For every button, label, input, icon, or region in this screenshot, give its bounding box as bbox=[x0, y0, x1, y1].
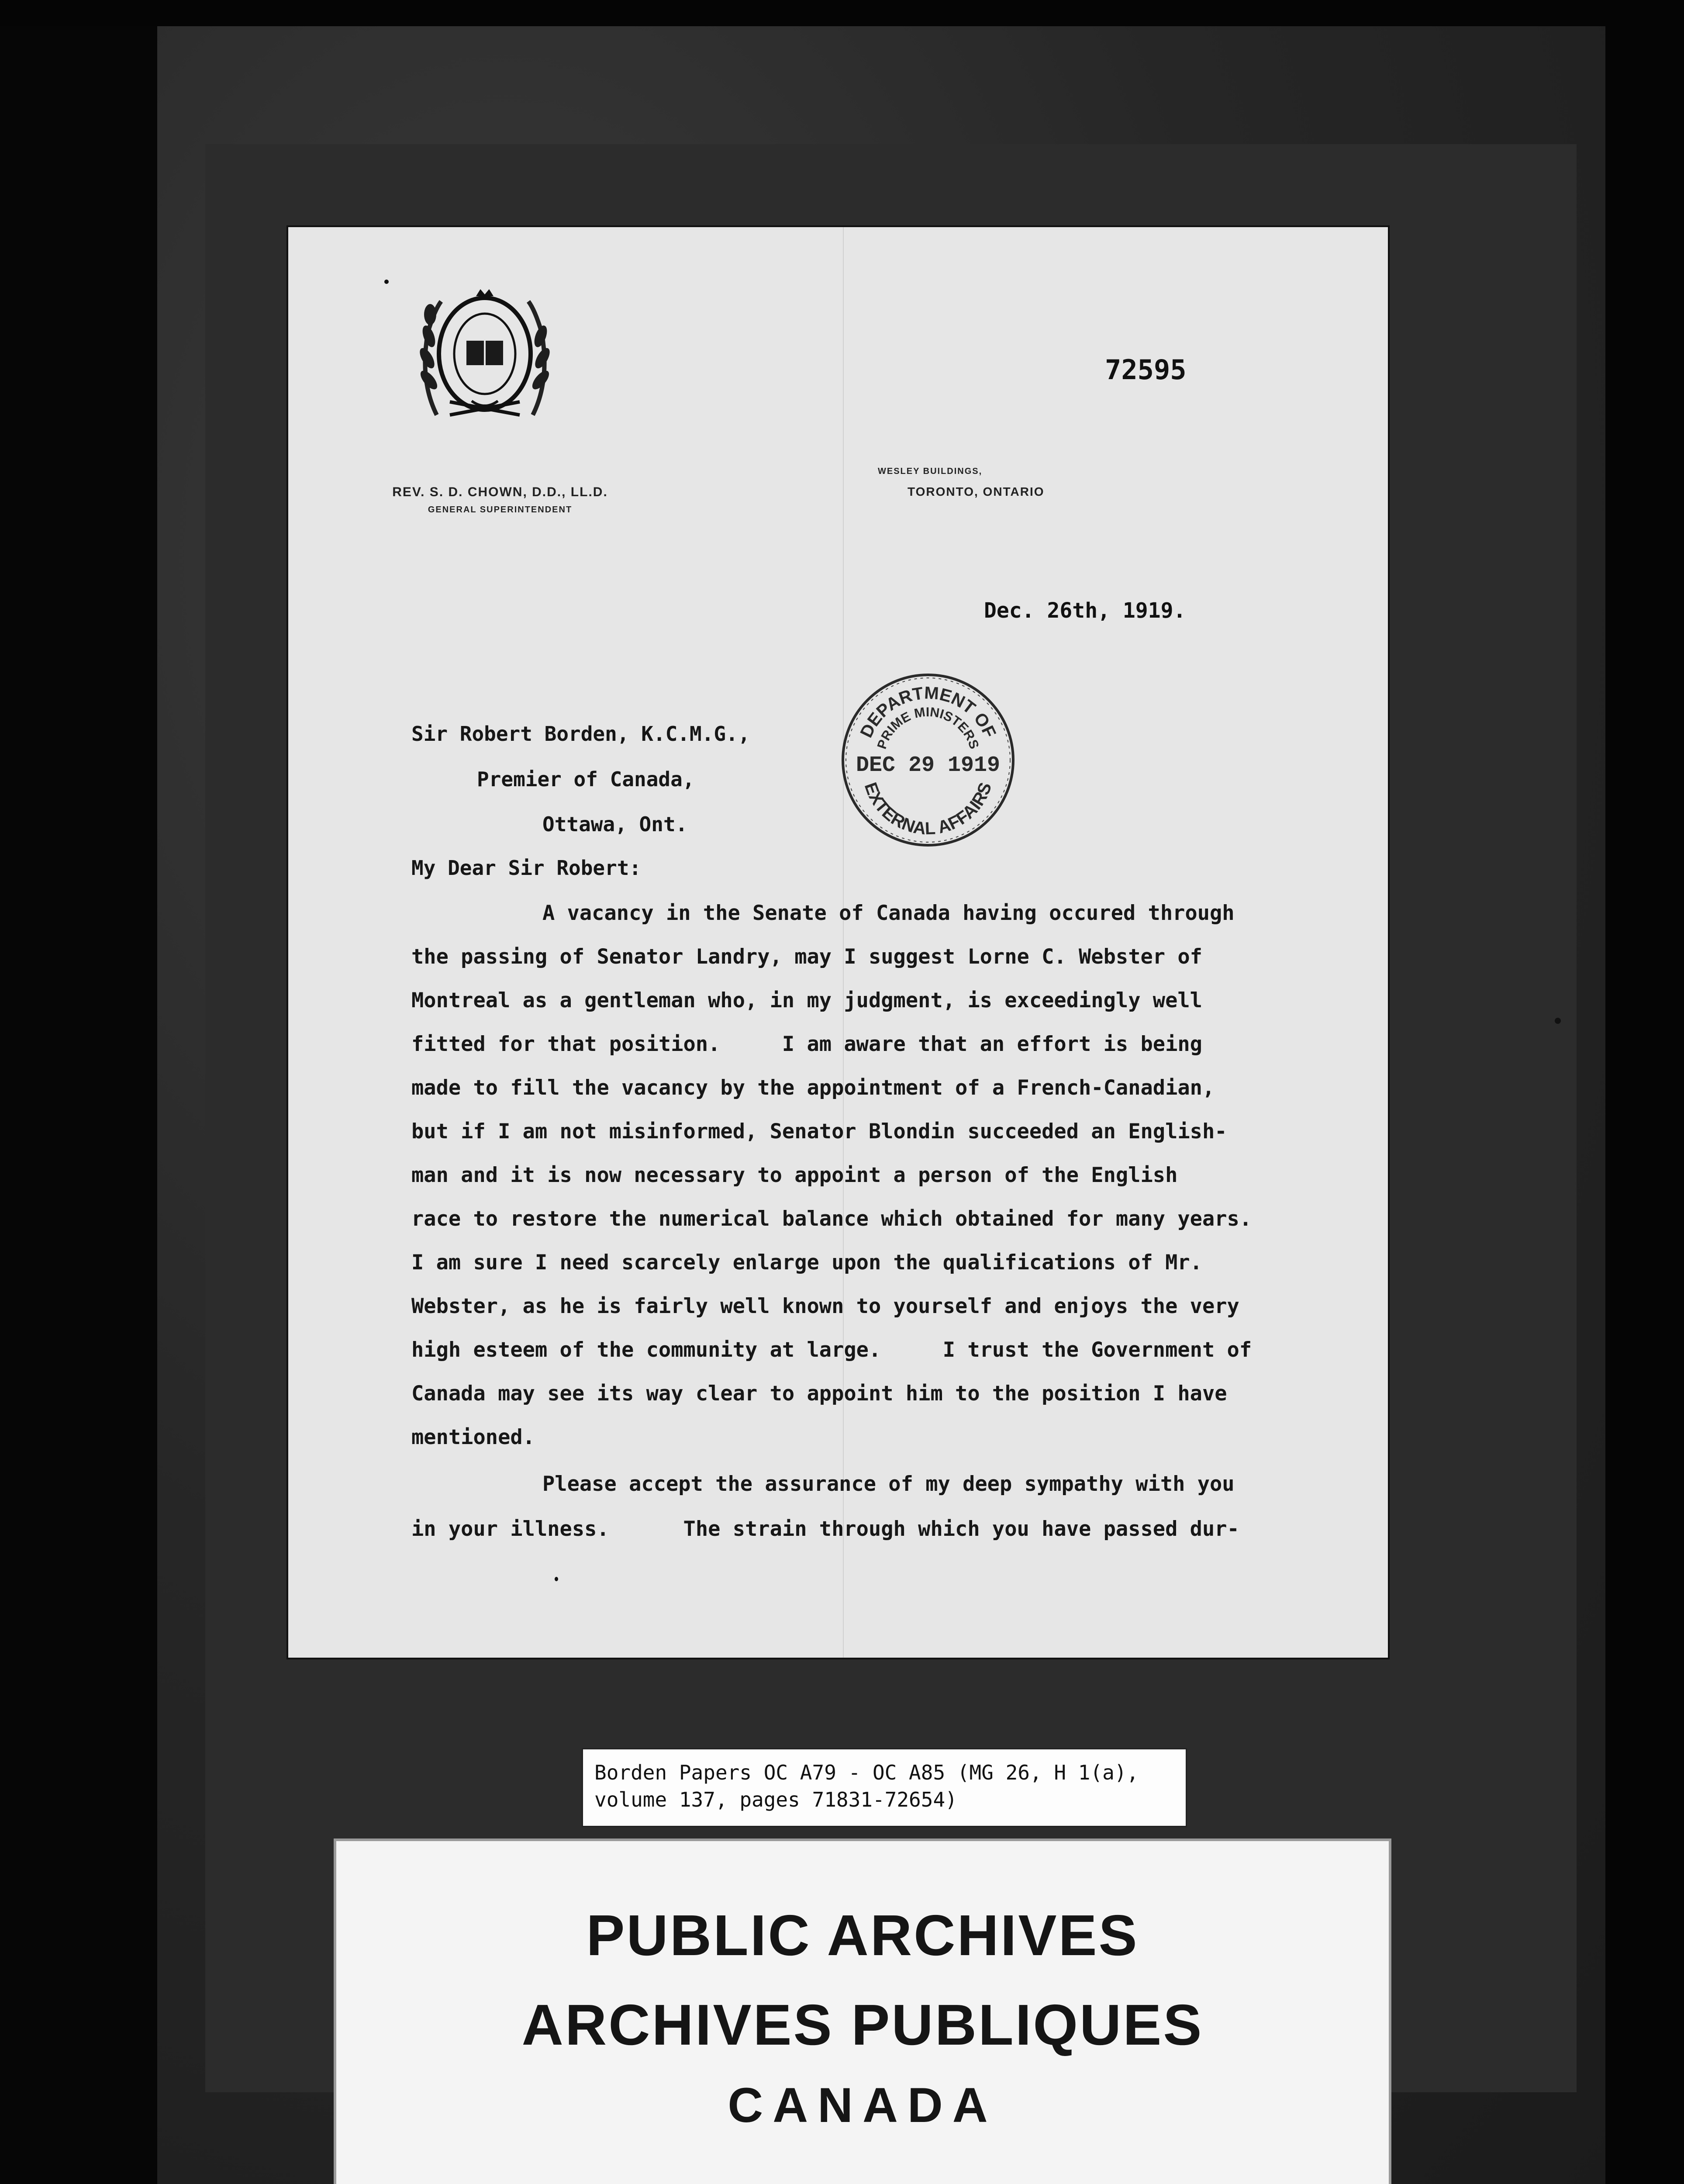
letterhead-title: GENERAL SUPERINTENDENT bbox=[428, 505, 573, 515]
archive-card-line-3: CANADA bbox=[728, 2078, 997, 2132]
body-line: the passing of Senator Landry, may I suggest Lorne C. Webster of bbox=[411, 945, 1202, 969]
body-line: man and it is now necessary to appoint a person of the English bbox=[411, 1163, 1178, 1187]
body-line: A vacancy in the Senate of Canada having occured through bbox=[542, 901, 1235, 925]
stamp-middle-text: PRIME MINISTERS bbox=[874, 705, 982, 751]
body-line: mentioned. bbox=[411, 1425, 535, 1449]
film-border-top bbox=[0, 0, 1684, 26]
letterhead-address-line-1: WESLEY BUILDINGS, bbox=[878, 467, 983, 476]
letterhead-address-line-2: TORONTO, ONTARIO bbox=[908, 485, 1045, 498]
body-line: race to restore the numerical balance which obtained for many years. bbox=[411, 1207, 1252, 1231]
stamp-top-text: DEPARTMENT OF bbox=[856, 683, 1000, 741]
body-line: but if I am not misinformed, Senator Blondin succeeded an English- bbox=[411, 1120, 1227, 1144]
dust-speck bbox=[555, 1577, 558, 1581]
reference-label bbox=[583, 1749, 1186, 1826]
body-line: Montreal as a gentleman who, in my judgment, is exceedingly well bbox=[411, 988, 1202, 1013]
body-line: I am sure I need scarcely enlarge upon the qualifications of Mr. bbox=[411, 1251, 1202, 1275]
methodist-church-crest-icon bbox=[411, 284, 559, 424]
reference-label-text: Borden Papers OC A79 - OC A85 (MG 26, H 1(a), volume 137, pages 71831-72654) bbox=[594, 1761, 1139, 1811]
body-line: high esteem of the community at large. I trust the Government of bbox=[411, 1338, 1252, 1362]
body-line: made to fill the vacancy by the appointment of a French-Canadian, bbox=[411, 1076, 1215, 1100]
film-border-left bbox=[0, 0, 157, 2184]
body-line: Webster, as he is fairly well known to yourself and enjoys the very bbox=[411, 1294, 1239, 1318]
body-line: in your illness. The strain through which you have passed dur- bbox=[411, 1517, 1239, 1541]
recipient-line-1: Sir Robert Borden, K.C.M.G., bbox=[411, 722, 750, 746]
archive-card-line-1: PUBLIC ARCHIVES bbox=[586, 1903, 1139, 1967]
body-line: Canada may see its way clear to appoint him to the position I have bbox=[411, 1382, 1227, 1406]
document-number: 72595 bbox=[1105, 354, 1187, 386]
salutation: My Dear Sir Robert: bbox=[411, 856, 642, 880]
recipient-line-2: Premier of Canada, bbox=[477, 767, 695, 791]
page-fold-line bbox=[843, 227, 844, 1658]
body-line: Please accept the assurance of my deep sympathy with you bbox=[542, 1472, 1235, 1496]
recipient-line-3: Ottawa, Ont. bbox=[542, 812, 688, 836]
film-border-right bbox=[1605, 0, 1684, 2184]
letterhead-name: REV. S. D. CHOWN, D.D., LL.D. bbox=[392, 485, 608, 499]
body-line: fitted for that position. I am aware that an effort is being bbox=[411, 1032, 1202, 1056]
received-stamp bbox=[836, 668, 1020, 852]
archive-card-line-2: ARCHIVES PUBLIQUES bbox=[521, 1993, 1204, 2057]
letter-date: Dec. 26th, 1919. bbox=[984, 598, 1186, 623]
archive-card bbox=[336, 1841, 1389, 2184]
letter-page bbox=[288, 227, 1388, 1658]
dust-speck bbox=[384, 280, 389, 284]
stamp-date: DEC 29 1919 bbox=[856, 753, 1001, 778]
stamp-bottom-text: EXTERNAL AFFAIRS bbox=[860, 780, 996, 839]
dust-speck bbox=[1555, 1018, 1561, 1024]
